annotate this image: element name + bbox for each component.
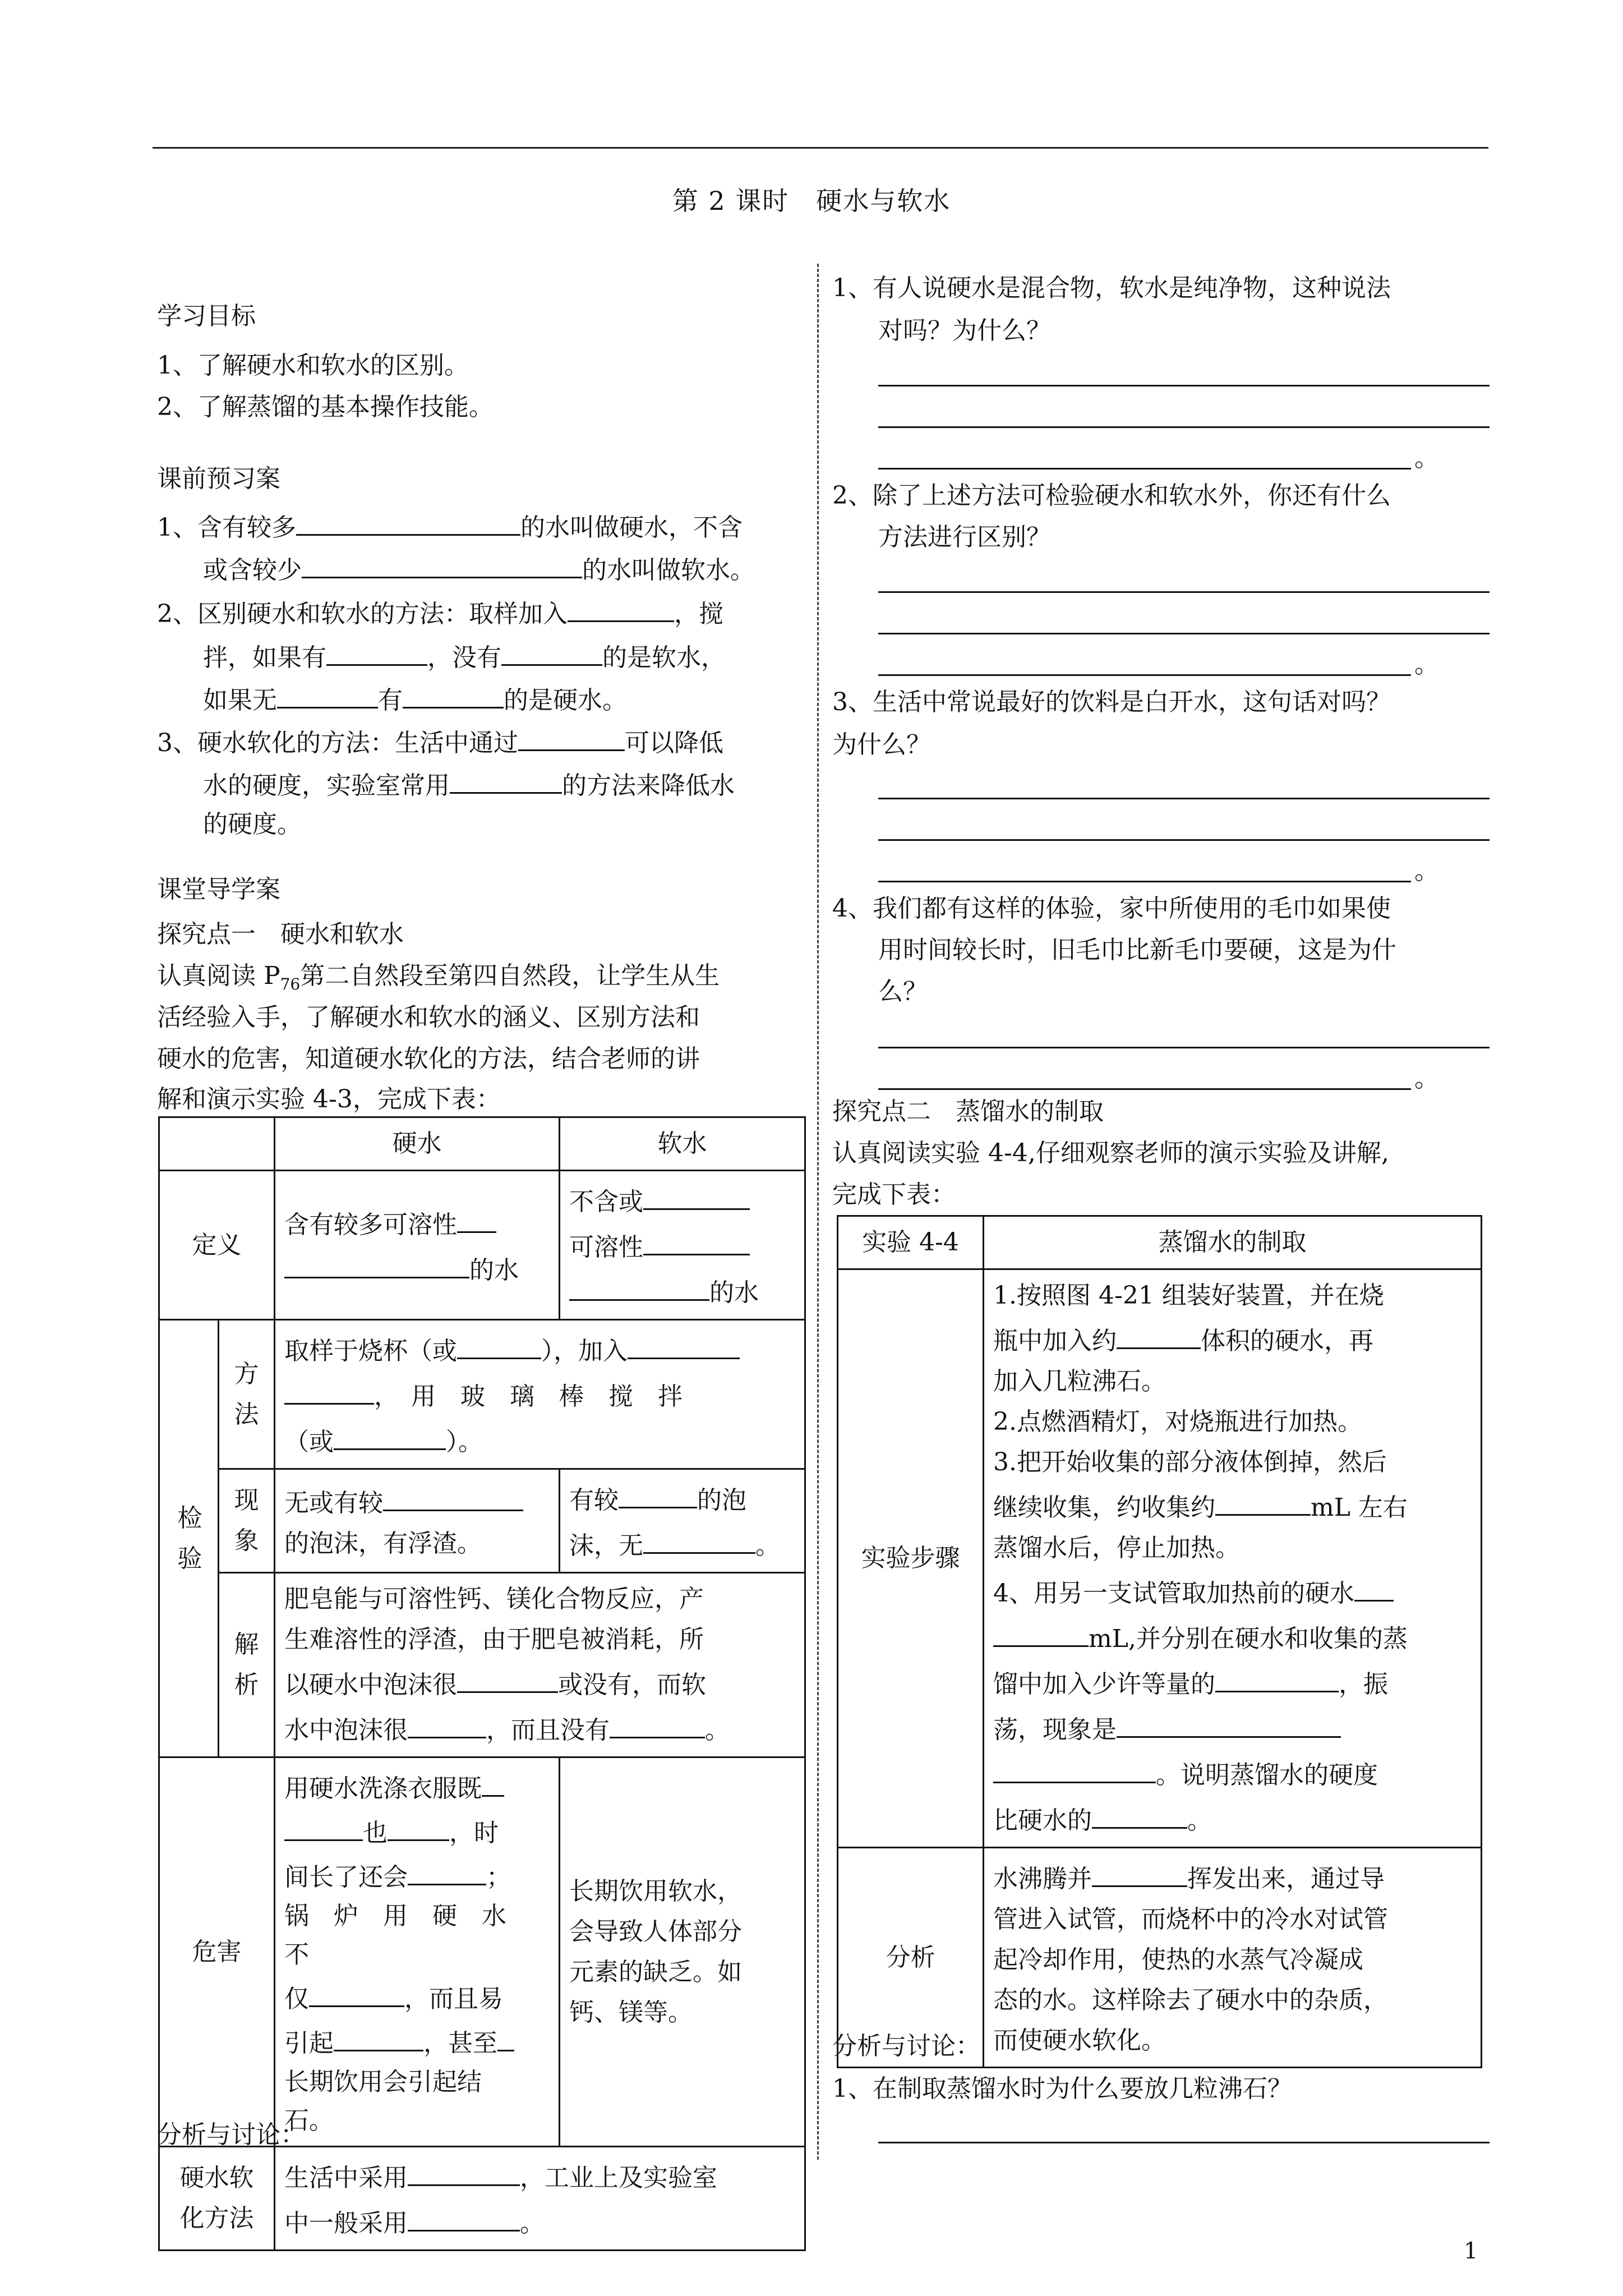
row-label-definition: 定义: [159, 1171, 275, 1320]
harm-hard: 用硬水洗涤衣服既 也 ，时 间长了还会 ； 锅 炉 用 硬 水 不 仅 ，而且易 引起 ，甚至 长期饮用会引起结 石。: [275, 1757, 560, 2147]
method-text: 取样于烧杯（或 ），加入 ， 用 玻 璃 棒 搅 拌 （或 ）。: [275, 1320, 805, 1469]
period-mark: 。: [1414, 650, 1439, 679]
header-experiment: 实验 4-4: [838, 1216, 984, 1269]
answer-line: [878, 881, 1411, 882]
answer-line: [878, 1088, 1411, 1090]
right-q1-line1: 1、有人说硬水是混合物，软水是纯净物，这种说法: [832, 274, 1391, 302]
header-soft: 软水: [560, 1117, 805, 1171]
left-discussion-heading: 分析与讨论：: [157, 2120, 305, 2149]
definition-soft: 不含或 可溶性 的水: [560, 1171, 805, 1320]
table-row: [159, 1757, 805, 2147]
preview-q1a: 1、含有较多 的水叫做硬水，不含: [157, 503, 743, 545]
answer-line: [878, 468, 1411, 470]
explore1-text-4: 解和演示实验 4-3，完成下表：: [157, 1085, 501, 1114]
answer-line: [878, 591, 1490, 593]
right-discussion-heading: 分析与讨论：: [832, 2032, 980, 2060]
answer-line: [878, 1047, 1490, 1048]
period-mark: 。: [1414, 1064, 1439, 1093]
label-method: 方法: [219, 1320, 275, 1469]
explore2-text-2: 完成下表：: [832, 1180, 956, 1209]
right-q3-line1: 3、生活中常说最好的饮料是白开水，这句话对吗？: [832, 688, 1391, 716]
phenomenon-hard: 无或有较 的泡沫，有浮渣。: [275, 1469, 560, 1573]
preview-q2b: 拌，如果有 ，没有 的是软水，: [203, 633, 726, 675]
table-row: [159, 1171, 805, 1320]
explore2-title: 探究点二 蒸馏水的制取: [832, 1097, 1104, 1126]
guide-heading: 课堂导学案: [157, 875, 280, 904]
preview-q3c: 的硬度。: [203, 810, 302, 839]
label-phenomenon: 现象: [219, 1469, 275, 1573]
right-discussion-q1: 1、在制取蒸馏水时为什么要放几粒沸石？: [832, 2074, 1292, 2103]
table-row: [159, 1469, 805, 1573]
table-row: [838, 1216, 1482, 1269]
right-q4-line3: 么？: [878, 977, 928, 1006]
explore1-text-3: 硬水的危害，知道硬水软化的方法，结合老师的讲: [157, 1045, 700, 1073]
harm-soft: 长期饮用软水， 会导致人体部分 元素的缺乏。如 钙、镁等。: [560, 1757, 805, 2147]
answer-line: [878, 426, 1490, 428]
preview-q1b: 或含较少 的水叫做软水。: [203, 545, 755, 588]
preview-q2c: 如果无 有 的是硬水。: [203, 675, 627, 718]
right-q1-line2: 对吗？为什么？: [878, 316, 1051, 345]
period-mark: 。: [1414, 444, 1439, 472]
table-row: [159, 1117, 805, 1171]
header-distilled-water: 蒸馏水的制取: [984, 1216, 1482, 1269]
header-hard: 硬水: [275, 1117, 560, 1171]
distillation-table: [837, 1215, 1482, 2068]
row-label-test: 检验: [159, 1320, 219, 1757]
preview-q3a: 3、硬水软化的方法：生活中通过 可以降低: [157, 718, 723, 761]
row-label-analysis: 分析: [838, 1848, 984, 2068]
row-label-steps: 实验步骤: [838, 1269, 984, 1848]
preview-heading: 课前预习案: [157, 464, 280, 493]
answer-line: [878, 385, 1490, 386]
explore1-text-2: 活经验入手，了解硬水和软水的涵义、区别方法和: [157, 1003, 700, 1032]
right-q4-line1: 4、我们都有这样的体验，家中所使用的毛巾如果使: [832, 894, 1391, 923]
table-row: [159, 1573, 805, 1757]
row-label-softening: 硬水软 化方法: [159, 2147, 275, 2251]
explore2-text-1: 认真阅读实验 4-4,仔细观察老师的演示实验及讲解,: [832, 1139, 1389, 1167]
row-label-harm: 危害: [159, 1757, 275, 2147]
answer-line: [878, 2142, 1490, 2143]
right-q4-line2: 用时间较长时，旧毛巾比新毛巾要硬，这是为什: [878, 936, 1396, 964]
explanation-text: 肥皂能与可溶性钙、镁化合物反应，产 生难溶性的浮渣，由于肥皂被消耗，所 以硬水中泡沫很 或没有，而软 水中泡沫很 ，而且没有 。: [275, 1573, 805, 1757]
definition-hard: 含有较多可溶性 的水: [275, 1171, 560, 1320]
analysis-text: 水沸腾并 挥发出来，通过导 管进入试管，而烧杯中的冷水对试管 起冷却作用，使热的水蒸气冷凝成 态的水。这样除去了硬水中的杂质， 而使硬水软化。: [984, 1848, 1482, 2068]
answer-line: [878, 633, 1490, 634]
right-q2-line2: 方法进行区别？: [878, 523, 1051, 551]
right-q2-line1: 2、除了上述方法可检验硬水和软水外，你还有什么: [832, 481, 1391, 510]
label-explanation: 解析: [219, 1573, 275, 1757]
explore1-title: 探究点一 硬水和软水: [157, 920, 404, 949]
preview-q2a: 2、区别硬水和软水的方法：取样加入 ，搅: [157, 589, 723, 632]
objectives-heading: 学习目标: [157, 302, 256, 330]
objective-2: 2、了解蒸馏的基本操作技能。: [157, 393, 494, 421]
top-rule: [153, 147, 1488, 149]
preview-q3b: 水的硬度，实验室常用 的方法来降低水: [203, 761, 735, 803]
hard-soft-table: [158, 1116, 806, 2251]
steps-text: 1.按照图 4-21 组装好装置，并在烧 瓶中加入约 体积的硬水，再 加入几粒沸石。 2.点燃酒精灯，对烧瓶进行加热。 3.把开始收集的部分液体倒掉，然后 继续收集，约收集约 mL 左右 蒸馏水后，停止加热。 4、用另一支试管取加热前的硬水 mL,并分别在硬水和收集的蒸 馏中加入少许等量的 ，振 荡，现象是 。说明蒸馏水的硬度 比硬水的 。: [984, 1269, 1482, 1848]
softening-text: 生活中采用 ，工业上及实验室 中一般采用 。: [275, 2147, 805, 2251]
column-divider: [817, 264, 819, 2160]
objective-1: 1、了解硬水和软水的区别。: [157, 351, 469, 380]
page-title: 第 2 课时 硬水与软水: [672, 186, 951, 216]
answer-line: [878, 798, 1490, 799]
table-row: [838, 1269, 1482, 1848]
page-number: 1: [1464, 2238, 1478, 2264]
explore1-text-1: 认真阅读 $P_{76}$第二自然段至第四自然段，让学生从生: [157, 961, 720, 993]
table-row: [159, 1320, 805, 1469]
period-mark: 。: [1414, 857, 1439, 885]
phenomenon-soft: 有较 的泡 沫，无 。: [560, 1469, 805, 1573]
table-row: [159, 2147, 805, 2251]
answer-line: [878, 839, 1490, 841]
right-q3-line2: 为什么？: [832, 730, 931, 759]
answer-line: [878, 674, 1411, 676]
